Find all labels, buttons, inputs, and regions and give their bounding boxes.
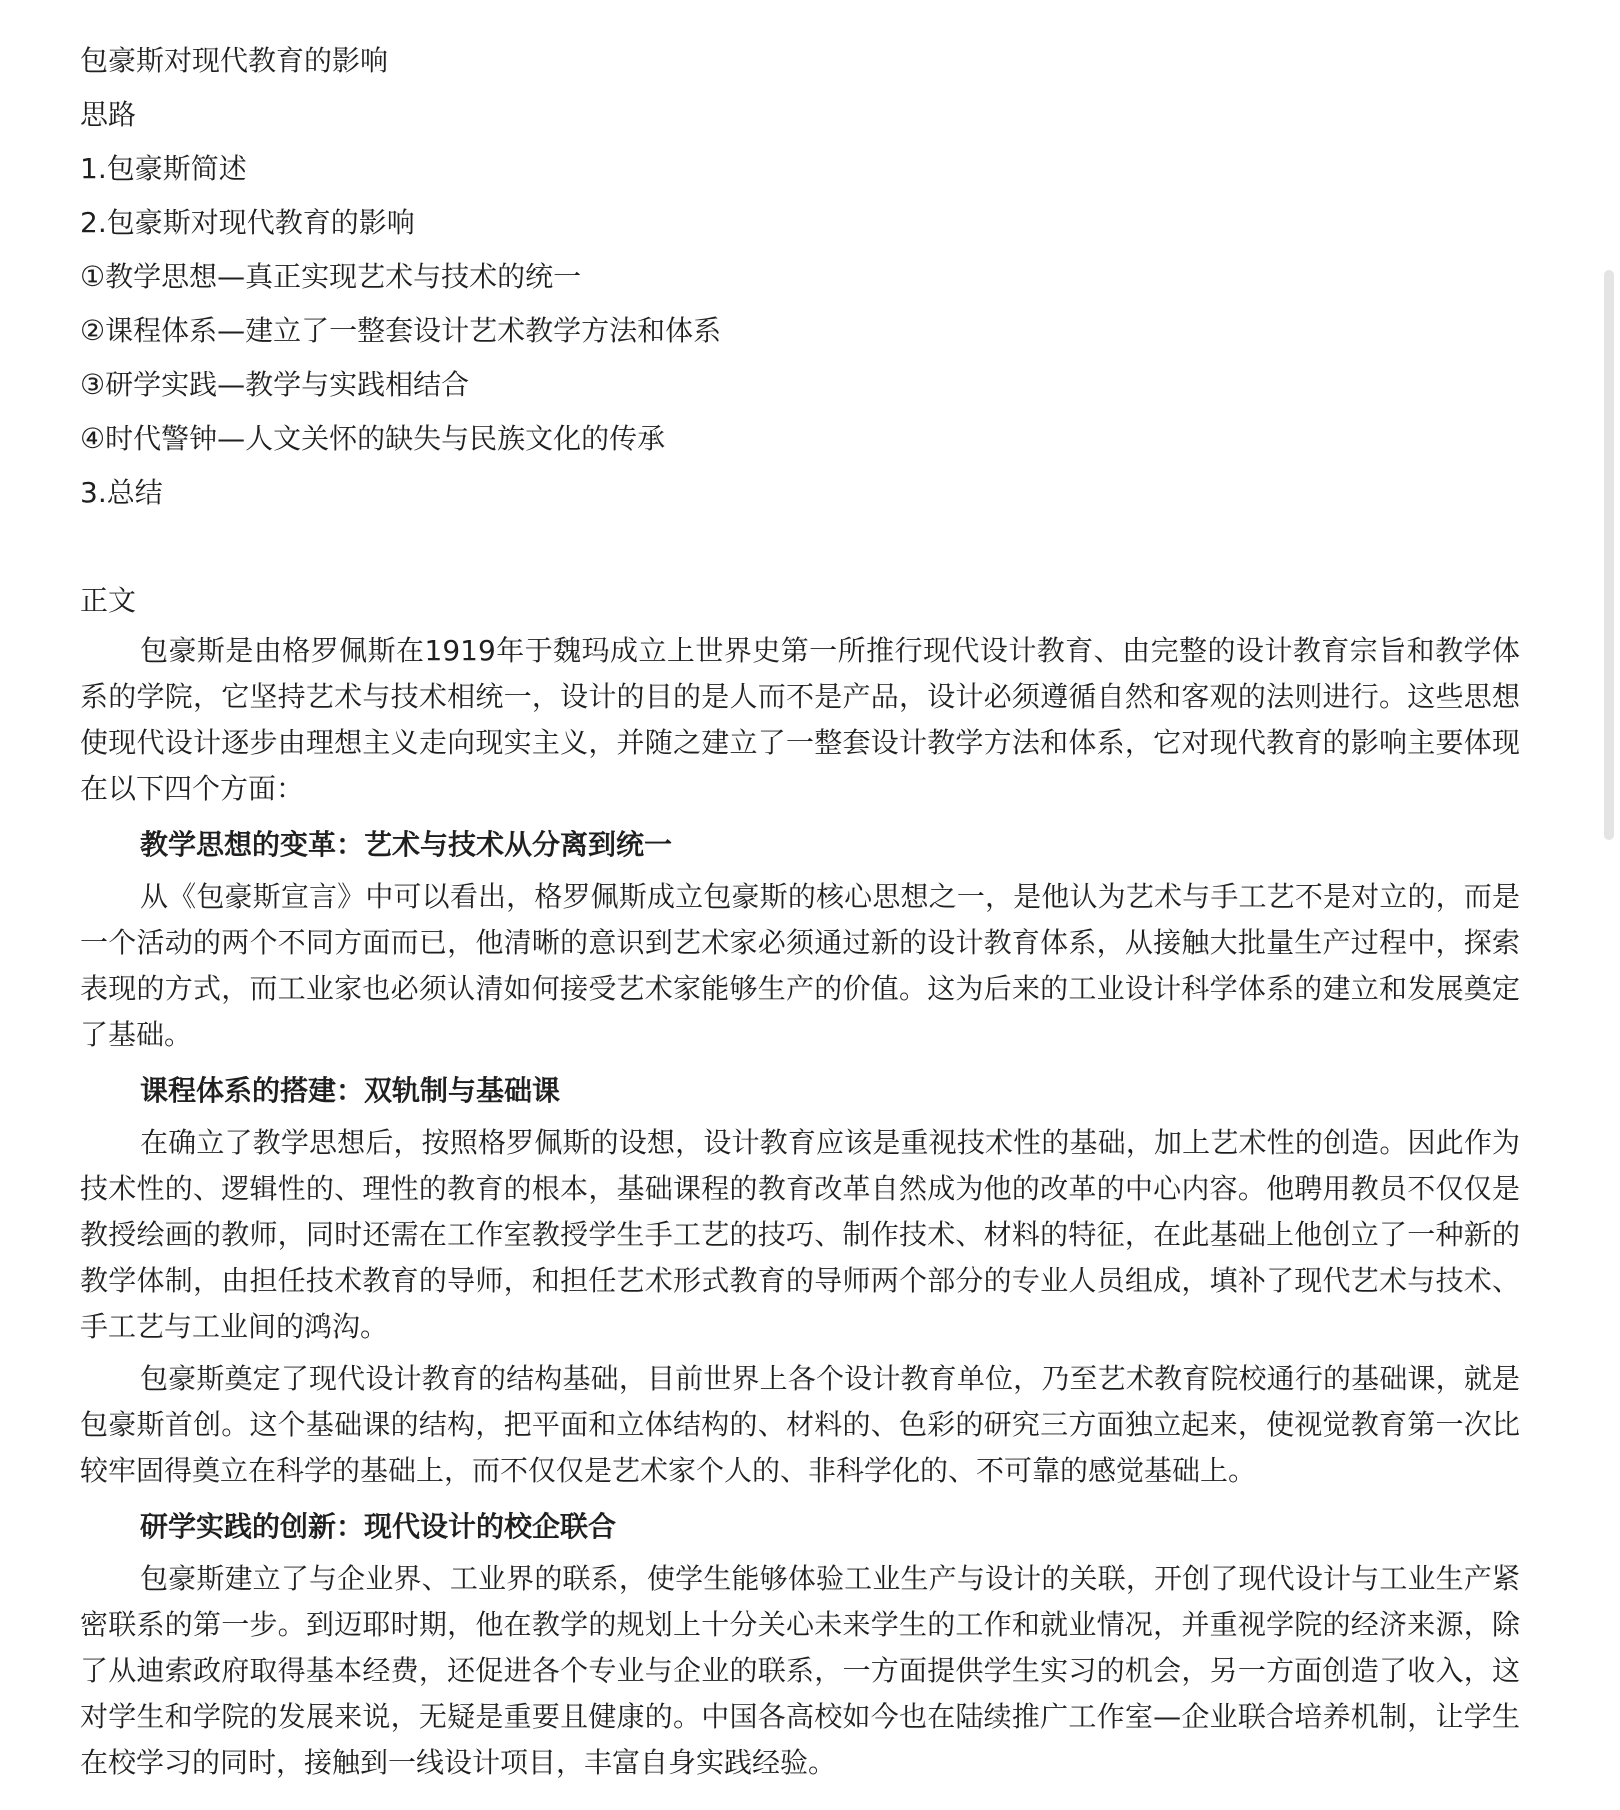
document	[80, 34, 1520, 1792]
intro-paragraph: 包豪斯是由格罗佩斯在1919年于魏玛成立上世界史第一所推行现代设计教育、由完整的设计教育宗旨和教学体系的学院，它坚持艺术与技术相统一，设计的目的是人而不是产品，设计必须遵循自然和客观的法则进行。这些思想使现代设计逐步由理想主义走向现实主义，并随之建立了一整套设计教学方法和体系，它对现代教育的影响主要体现在以下四个方面：	[80, 634, 1520, 805]
section-paragraph: 从《包豪斯宣言》中可以看出，格罗佩斯成立包豪斯的核心思想之一，是他认为艺术与手工艺不是对立的，而是一个活动的两个不同方面而已，他清晰的意识到艺术家必须通过新的设计教育体系，从接触大批量生产过程中，探索表现的方式，而工业家也必须认清如何接受艺术家能够生产的价值。这为后来的工业设计科学体系的建立和发展奠定了基础。	[80, 880, 1520, 1051]
section-paragraph: 在确立了教学思想后，按照格罗佩斯的设想，设计教育应该是重视技术性的基础，加上艺术性的创造。因此作为技术性的、逻辑性的、理性的教育的根本，基础课程的教育改革自然成为他的改革的中心内容。他聘用教员不仅仅是教授绘画的教师，同时还需在工作室教授学生手工艺的技巧、制作技术、材料的特征，在此基础上他创立了一种新的教学体制，由担任技术教育的导师，和担任艺术形式教育的导师两个部分的专业人员组成，填补了现代艺术与技术、手工艺与工业间的鸿沟。	[80, 1126, 1520, 1343]
outline-item: ④时代警钟—人文关怀的缺失与民族文化的传承	[80, 422, 666, 455]
outline-item: ②课程体系—建立了一整套设计艺术教学方法和体系	[80, 314, 722, 347]
spacer	[80, 520, 1520, 574]
body-heading: 正文	[80, 584, 137, 617]
vertical-scrollbar[interactable]	[1604, 270, 1614, 840]
section-paragraph: 包豪斯奠定了现代设计教育的结构基础，目前世界上各个设计教育单位，乃至艺术教育院校通行的基础课，就是包豪斯首创。这个基础课的结构，把平面和立体结构的、材料的、色彩的研究三方面独立起来，使视觉教育第一次比较牢固得奠立在科学的基础上，而不仅仅是艺术家个人的、非科学化的、不可靠的感觉基础上。	[80, 1362, 1520, 1487]
section-subheading: 研学实践的创新：现代设计的校企联合	[140, 1510, 617, 1543]
section-paragraph: 包豪斯建立了与企业界、工业界的联系，使学生能够体验工业生产与设计的关联，开创了现代设计与工业生产紧密联系的第一步。到迈耶时期，他在教学的规划上十分关心未来学生的工作和就业情况，并重视学院的经济来源，除了从迪索政府取得基本经费，还促进各个专业与企业的联系，一方面提供学生实习的机会，另一方面创造了收入，这对学生和学院的发展来说，无疑是重要且健康的。中国各高校如今也在陆续推广工作室—企业联合培养机制，让学生在校学习的同时，接触到一线设计项目，丰富自身实践经验。	[80, 1562, 1520, 1779]
outline-item: ①教学思想—真正实现艺术与技术的统一	[80, 260, 582, 293]
document-title: 包豪斯对现代教育的影响	[80, 44, 389, 77]
section-subheading: 课程体系的搭建：双轨制与基础课	[140, 1074, 561, 1107]
outline-item: 3.总结	[80, 476, 163, 509]
outline-item: ③研学实践—教学与实践相结合	[80, 368, 470, 401]
outline-item: 2.包豪斯对现代教育的影响	[80, 206, 415, 239]
section-subheading: 教学思想的变革：艺术与技术从分离到统一	[140, 828, 673, 861]
outline-item: 1.包豪斯简述	[80, 152, 247, 185]
outline-heading: 思路	[80, 98, 137, 131]
